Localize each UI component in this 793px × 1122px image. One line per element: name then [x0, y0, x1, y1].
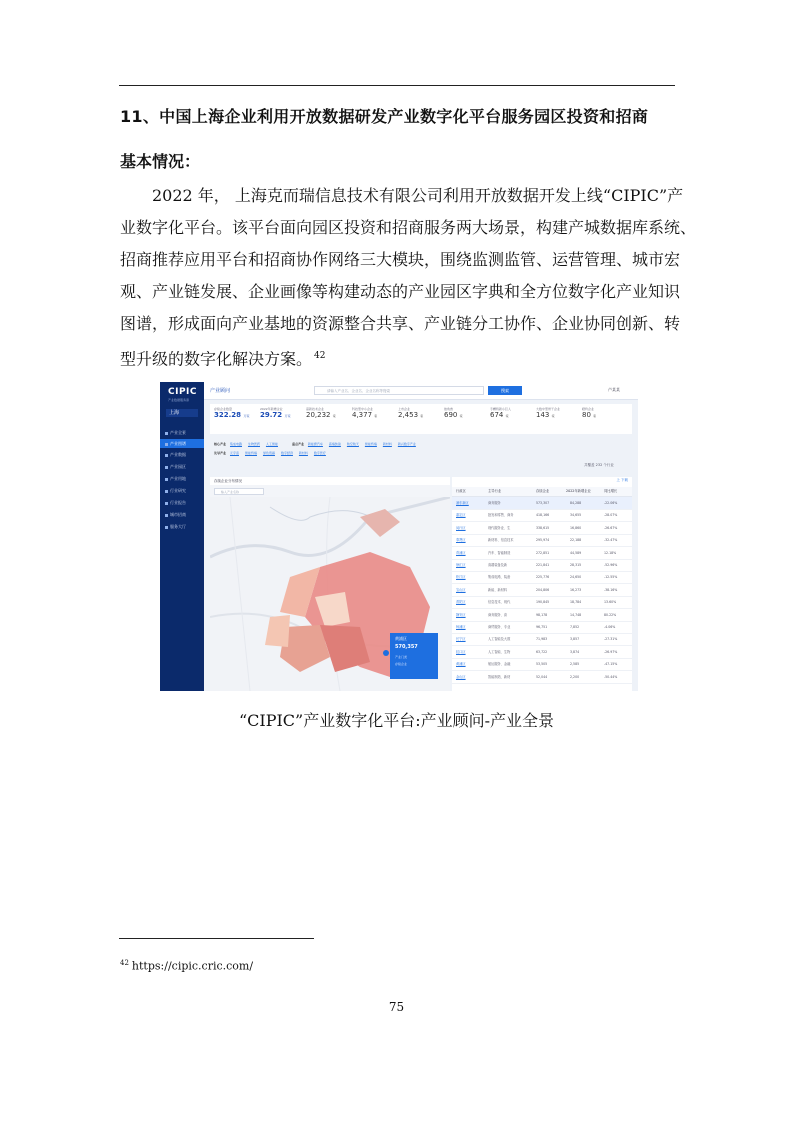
map-panel [210, 477, 450, 691]
table-cell: 84,288 [570, 501, 582, 505]
table-row [452, 497, 632, 510]
table-download: 上 下载 [616, 478, 628, 482]
nav-label: 产业园区 [170, 464, 186, 469]
stat-unit: 家 [420, 414, 424, 418]
table-cell: 14,748 [570, 612, 582, 617]
table-cell: 12.18% [604, 550, 617, 555]
table-cell: 80.22% [604, 612, 617, 617]
table-cell: -28.07% [604, 513, 618, 518]
industry-tag: 高端装备 [328, 442, 341, 446]
district-link: 闵行区 [456, 525, 466, 530]
paragraph-line-5: 图谱，形成面向产业基地的资源整合共享、产业链分工协作、企业协同创新、转 [120, 314, 681, 333]
table-cell: -26.67% [604, 525, 618, 530]
tag-key: 重点产业 [291, 442, 304, 446]
table-cell: 53,505 [536, 662, 548, 667]
table-cell: -4.06% [604, 625, 616, 629]
table-row [452, 596, 632, 609]
table-cell: -52.96% [604, 563, 618, 567]
nav-dot-icon [165, 454, 168, 457]
industry-tag: 绿色低碳 [262, 451, 275, 455]
table-cell: 52,044 [536, 674, 548, 679]
stat-label: 瞪羚企业 [582, 407, 595, 411]
table-cell: 22,188 [570, 538, 582, 543]
stat-label: 专精特新小巨人 [490, 407, 512, 411]
tooltip-label: 产业门类 [395, 655, 408, 659]
table-row [452, 584, 632, 597]
tooltip-value: 570,357 [395, 644, 418, 650]
table-cell: 高端装备及新 [488, 563, 508, 567]
nav-dot-icon [165, 526, 168, 529]
table-cell: 63,722 [536, 649, 548, 654]
table-cell: 商务服务、高 [488, 612, 508, 617]
stat-number: 80 [582, 411, 591, 419]
stat-card [582, 407, 622, 419]
industry-tags-row-1 [210, 440, 632, 448]
stat-number: 29.72 [260, 411, 283, 419]
nav-label: 行业报告 [170, 500, 186, 505]
screenshot-user: 卢某某 [608, 387, 620, 392]
stat-card [444, 407, 484, 419]
table-cell: 信息技术、现代 [488, 600, 511, 605]
table-cell: 人工智能、生物 [488, 649, 511, 654]
industry-tag: 元宇宙 [229, 451, 239, 455]
stat-card [490, 407, 530, 419]
stat-value [214, 411, 254, 419]
table-cell: 7,852 [570, 625, 580, 629]
stat-value [306, 411, 346, 419]
stat-label: 科技型中小企业 [352, 407, 374, 411]
table-cell: -22.06% [604, 501, 618, 505]
table-cell: 204,806 [536, 587, 550, 592]
table-header-cell: 主导行业 [488, 489, 502, 493]
table-cell: 190,845 [536, 600, 550, 605]
tooltip-label: 存续企业 [395, 662, 408, 666]
cipic-logo: CIPIC [168, 387, 198, 397]
industry-tag: 新兴数字产业 [397, 442, 416, 446]
table-cell: -38.16% [604, 587, 618, 592]
stat-value [582, 411, 622, 419]
screenshot-search: 请输入产业名、企业名、企业名称等搜索 [314, 386, 484, 395]
paragraph-line-6-text: 型升级的数字化解决方案。 [120, 349, 313, 369]
table-header-cell: 同比增长 [604, 489, 618, 493]
table-cell: 2,200 [570, 674, 580, 679]
industry-tag: 智能终端 [364, 442, 377, 446]
district-link: 嘉定区 [456, 513, 466, 518]
logo-subtitle: 产业数据服务商 [168, 398, 190, 402]
page-number: 75 [388, 1000, 405, 1014]
nav-label: 服务大厅 [170, 524, 186, 529]
table-cell: 集成电路、装备 [488, 575, 511, 580]
district-link: 徐汇区 [456, 563, 466, 567]
table-cell: 295,974 [536, 538, 550, 543]
district-link: 长宁区 [456, 637, 466, 642]
table-cell: -50.44% [604, 674, 618, 679]
table-header [452, 487, 632, 497]
stat-unit: 家 [505, 414, 509, 418]
table-cell: 汽车、智能制造 [488, 550, 511, 555]
table-cell: 3,857 [570, 637, 580, 642]
table-row [452, 633, 632, 646]
stat-card [536, 407, 576, 419]
district-link: 宝山区 [456, 587, 466, 592]
table-cell: -26.97% [604, 649, 618, 654]
stat-card [352, 407, 392, 419]
table-cell: 3,874 [570, 649, 580, 654]
industry-tags-row-2 [210, 449, 632, 457]
district-link: 静安区 [456, 612, 466, 617]
nav-item [160, 510, 204, 519]
district-table [452, 477, 632, 691]
table-cell: 225,776 [536, 575, 550, 580]
table-cell: 智能制造、新材 [488, 674, 511, 679]
table-cell: 16,860 [570, 525, 582, 530]
map-search: 输入产业名称 [214, 488, 264, 495]
stat-value [490, 411, 530, 419]
nav-item [160, 462, 204, 471]
footnote-rule [119, 938, 314, 939]
nav-label: 行业研究 [170, 488, 186, 493]
nav-dot-icon [165, 478, 168, 481]
district-link: 青浦区 [456, 550, 466, 555]
map-tooltip [390, 633, 438, 679]
table-cell: 96,751 [536, 625, 548, 629]
nav-dot-icon [165, 514, 168, 517]
footnote-ref[interactable]: 42 [314, 351, 326, 361]
table-cell: 272,851 [536, 550, 550, 555]
stat-unit: 万家 [243, 414, 250, 418]
platform-screenshot [160, 382, 638, 691]
nav-label: 产业图谱 [170, 441, 186, 446]
stat-value [260, 411, 300, 419]
table-cell: 人工智能及大数 [488, 637, 511, 642]
table-cell: -27.31% [604, 637, 618, 642]
table-header-cell: 行政区 [456, 489, 466, 493]
nav-dot-icon [165, 432, 168, 435]
nav-dot-icon [165, 443, 168, 446]
stat-label: 高新技术企业 [306, 407, 325, 411]
nav-item [160, 439, 204, 448]
industry-tag: 集成电路 [229, 442, 242, 446]
tag-key: 核心产业 [214, 442, 227, 446]
nav-dot-icon [165, 490, 168, 493]
table-cell: 批发和零售、商务 [488, 513, 514, 518]
stat-number: 674 [490, 411, 504, 419]
table-cell: 24,650 [570, 575, 582, 580]
table-row [452, 547, 632, 560]
stat-label: 独角兽 [444, 407, 454, 411]
table-cell: 航运服务、金融 [488, 662, 511, 667]
table-row [452, 658, 632, 671]
tag-key: 先导产业 [214, 451, 227, 455]
table-cell: 18,784 [570, 600, 582, 605]
industry-tag: 数字经济 [280, 451, 293, 455]
table-header-cell: 存续企业 [536, 489, 550, 493]
figure-caption: “CIPIC”产业数字化平台:产业顾问-产业全景 [238, 711, 555, 730]
table-row [452, 522, 632, 535]
paragraph-line-4: 观、产业链发展、企业画像等构建动态的产业园区字典和全方位数字化产业知识 [120, 282, 681, 301]
stat-value [536, 411, 576, 419]
table-row [452, 646, 632, 659]
stats-panel [210, 404, 632, 434]
stat-number: 20,232 [306, 411, 331, 419]
table-row [452, 509, 632, 522]
stat-number: 143 [536, 411, 550, 419]
stat-unit: 家 [459, 414, 463, 418]
stat-value [352, 411, 392, 419]
stat-number: 2,453 [398, 411, 419, 419]
table-cell: 98,178 [536, 612, 548, 617]
nav-item [160, 474, 204, 483]
table-cell: 418,166 [536, 513, 550, 518]
stat-card [306, 407, 346, 419]
map-title: 存续企业分布情况 [210, 477, 450, 485]
nav-dot-icon [165, 466, 168, 469]
industry-tag: 人工智能 [265, 442, 278, 446]
footnote [120, 959, 253, 973]
nav-label: 城市招商 [170, 512, 186, 517]
nav-dot-icon [165, 502, 168, 505]
table-cell: -12.55% [604, 575, 618, 580]
nav-item [160, 498, 204, 507]
subheading: 基本情况： [120, 152, 201, 171]
table-cell: 16,273 [570, 587, 582, 592]
industry-tag: 数字医疗 [313, 451, 326, 455]
district-link: 黄浦区 [456, 662, 466, 667]
screenshot-title: 产业顾问 [210, 388, 231, 394]
table-header-cell: 2022年新增企业 [566, 489, 591, 493]
stat-label: 大数中型骨干企业 [536, 407, 561, 411]
table-row [452, 671, 632, 684]
stat-card [398, 407, 438, 419]
industry-tag: 生物医药 [247, 442, 260, 446]
paragraph-line-6 [120, 340, 678, 375]
stat-unit: 家 [374, 414, 378, 418]
industry-count: 共覆盖 232 个行业 [584, 463, 614, 467]
paragraph-line-2: 业数字化平台。该平台面向园区投资和招商服务两大场景，构建产城数据库系统、 [120, 218, 697, 237]
paragraph-line-3: 招商推荐应用平台和招商协作网络三大模块，围绕监测监管、运营管理、城市宏 [120, 250, 681, 269]
table-cell: 338,615 [536, 525, 550, 530]
paragraph-line-1: 2022 年， 上海克而瑞信息技术有限公司利用开放数据开发上线“CIPIC”产 [152, 186, 684, 205]
stat-number: 4,377 [352, 411, 373, 419]
district-link: 奉贤区 [456, 538, 466, 543]
screenshot-search-button: 搜索 [488, 386, 522, 395]
table-cell: -32.47% [604, 538, 618, 543]
table-row [452, 534, 632, 547]
table-cell: 71,983 [536, 637, 548, 642]
stat-number: 322.28 [214, 411, 242, 419]
footnote-url[interactable]: https://cipic.cric.com/ [131, 959, 254, 973]
district-link: 浦东新区 [456, 501, 469, 505]
table-row [452, 559, 632, 572]
table-row [452, 609, 632, 622]
tooltip-district: 黄浦区 [395, 636, 407, 641]
stat-unit: 家 [551, 414, 555, 418]
nav-item [160, 428, 204, 437]
industry-tag: 智能终端 [244, 451, 257, 455]
table-cell: 34,655 [570, 513, 582, 518]
industry-tag: 航空航天 [346, 442, 359, 446]
screenshot-sidebar [160, 382, 204, 691]
table-cell: 573,307 [536, 501, 550, 505]
table-cell: 新材料、信息技术 [488, 538, 514, 543]
table-cell: -47.15% [604, 662, 618, 667]
stat-unit: 家 [332, 414, 336, 418]
district-link: 杨浦区 [456, 625, 466, 629]
nav-item [160, 450, 204, 459]
header-rule [119, 85, 675, 86]
stat-number: 690 [444, 411, 458, 419]
table-cell: 2,585 [570, 662, 580, 667]
stat-label: 存续企业数量 [214, 407, 233, 411]
stat-card [260, 407, 300, 419]
district-link: 松江区 [456, 575, 466, 580]
stat-unit: 万家 [284, 414, 291, 418]
nav-item [160, 486, 204, 495]
table-cell: 现代服务业、生 [488, 525, 511, 530]
table-cell: 商贸服务、专业 [488, 625, 511, 629]
industry-tag: 新能源汽车 [307, 442, 323, 446]
stat-value [444, 411, 484, 419]
stat-label: 上市企业 [398, 407, 411, 411]
table-row [452, 571, 632, 584]
stat-card [214, 407, 254, 419]
table-cell: 44,589 [570, 550, 582, 555]
table-cell: 221,841 [536, 563, 550, 567]
nav-label: 产业全景 [170, 430, 186, 435]
stat-label: 2022年新增企业 [260, 407, 283, 411]
table-cell: 28,315 [570, 563, 582, 567]
city-selector: 上海 [166, 409, 198, 417]
nav-label: 产业数据 [170, 452, 186, 457]
table-row [452, 621, 632, 634]
industry-tag: 新材料 [298, 451, 308, 455]
industry-tag: 新材料 [382, 442, 392, 446]
district-link: 金山区 [456, 674, 466, 679]
section-heading: 11、中国上海企业利用开放数据研发产业数字化平台服务园区投资和招商 [120, 107, 649, 126]
table-cell: 13.60% [604, 600, 617, 605]
nav-label: 产业用地 [170, 476, 186, 481]
nav-item [160, 522, 204, 531]
footnote-number: 42 [120, 959, 129, 967]
stat-unit: 家 [593, 414, 597, 418]
table-cell: 商务服务 [488, 501, 501, 505]
district-link: 普陀区 [456, 600, 466, 605]
district-link: 虹口区 [456, 649, 466, 654]
stat-value [398, 411, 438, 419]
screenshot-topbar [204, 382, 638, 400]
table-cell: 新能、新材料 [488, 587, 508, 592]
